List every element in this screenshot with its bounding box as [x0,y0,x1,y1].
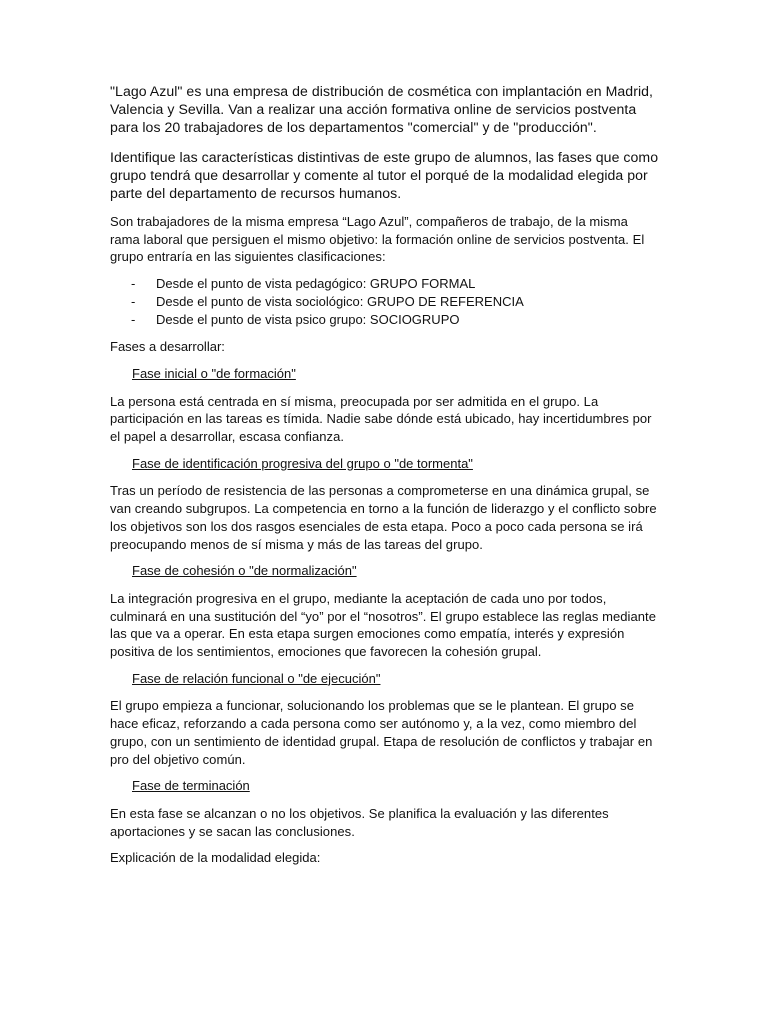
phase-title: Fase inicial o "de formación" [132,365,296,381]
classification-list [110,275,660,328]
list-item [110,311,660,329]
phases-heading: Fases a desarrollar: [110,339,225,355]
phase-text: La persona está centrada en sí misma, preocupada por ser admitida en el grupo. La participación en las tareas es tímida. Nadie sabe dónde está ubicado, hay incertidumbres por el papel a desarrollar, escasa confianza. [110,393,652,445]
list-item [110,275,660,293]
bullet-marker: - [131,293,136,309]
list-item-text: Desde el punto de vista sociológico: GRUPO DE REFERENCIA [156,293,524,309]
phase-text: En esta fase se alcanzan o no los objetivos. Se planifica la evaluación y las diferentes aportaciones y se sacan las conclusiones. [110,805,609,839]
list-item [110,293,660,311]
modality-heading: Explicación de la modalidad elegida: [110,850,321,866]
intro-paragraph-1: "Lago Azul" es una empresa de distribución de cosmética con implantación en Madrid, Valencia y Sevilla. Van a realizar una acción formativa online de servicios postventa para los 20 trabajadores de los departamentos "comercial" y de "producción". [110,83,653,135]
bullet-marker: - [131,276,136,292]
document-page [110,82,660,867]
phase-text: El grupo empieza a funcionar, solucionando los problemas que se le plantean. El grupo se hace eficaz, reforzando a cada persona como ser autónomo y, a la vez, como miembro del grupo, con un sentimiento de identidad grupal. Etapa de resolución de conflictos y trabajar en pro del objetivo común. [110,698,653,767]
list-item-text: Desde el punto de vista psico grupo: SOCIOGRUPO [156,311,460,327]
phase-text: La integración progresiva en el grupo, mediante la aceptación de cada uno por todos, culminará en una sustitución del “yo” por el “nosotros”. El grupo establece las reglas mediante las que va a operar. En esta etapa surgen emociones como empatía, interés y expresión positiva de los sentimientos, emociones que favorecen la cohesión grupal. [110,590,656,660]
phase-title: Fase de relación funcional o "de ejecución" [132,670,381,686]
phase-text: Tras un período de resistencia de las personas a comprometerse en una dinámica grupal, se van creando subgrupos. La competencia en torno a la función de liderazgo y el conflicto sobre los objetivos son los dos rasgos esenciales de esta etapa. Poco a poco cada persona se irá preocupando menos de sí misma y más de las tareas del grupo. [110,483,657,552]
intro-paragraph-2: Identifique las características distintivas de este grupo de alumnos, las fases que como grupo tendrá que desarrollar y comente al tutor el porqué de la modalidad elegida por parte del departamento de recursos humanos. [110,149,659,201]
list-item-text: Desde el punto de vista pedagógico: GRUPO FORMAL [156,276,476,292]
phase-title: Fase de terminación [132,778,250,794]
phase-title: Fase de identificación progresiva del grupo o "de tormenta" [132,455,473,471]
answer-paragraph-1: Son trabajadores de la misma empresa “Lago Azul”, compañeros de trabajo, de la misma rama laboral que persiguen el mismo objetivo: la formación online de servicios postventa. El grupo entraría en las siguientes clasificaciones: [110,214,645,265]
bullet-marker: - [131,311,136,327]
phase-title: Fase de cohesión o "de normalización" [132,563,357,579]
